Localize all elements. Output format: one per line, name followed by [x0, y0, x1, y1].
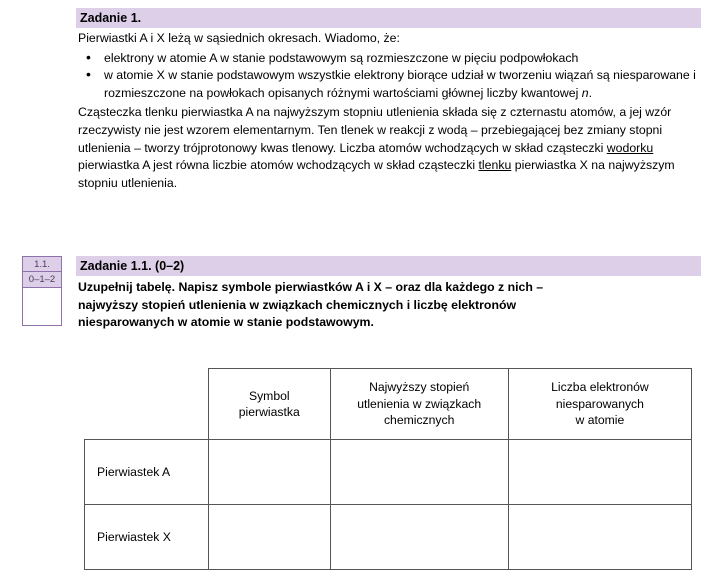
underlined-word-tlenku: tlenku — [478, 158, 512, 173]
marker-points-scale: 0–1–2 — [22, 272, 62, 288]
answer-cell-unpaired-x[interactable] — [508, 505, 691, 570]
row-label-element-x: Pierwiastek X — [85, 505, 209, 570]
answer-cell-unpaired-a[interactable] — [508, 440, 691, 505]
header-oxidation-line-2: utlenienia w związkach — [357, 396, 482, 411]
paragraph-part-1: Cząsteczka tlenku pierwiastka A na najwyższym stopniu utlenienia składa się z czternastu atomów, a jej wzór rzeczywisty nie jest wzorem elementarnym. Ten tlenek w reakcji z wodą – przebiegającej bez zmiany stopni utlenienia – tworzy trójprotonowy kwas tlenowy. Liczba atomów wchodzących w skład cząsteczki — [78, 105, 672, 155]
marker-score-field[interactable] — [22, 288, 62, 326]
header-oxidation-line-3: chemicznych — [383, 413, 455, 428]
table-row — [85, 440, 692, 505]
instruction-line-1: Uzupełnij tabelę. Napisz symbole pierwiastków A i X – oraz dla każdego z nich – — [78, 280, 544, 294]
task-1-1-instruction — [76, 276, 701, 332]
task-1-block — [76, 8, 701, 192]
list-item — [78, 67, 699, 102]
quantum-number-symbol: n — [581, 85, 589, 100]
task-1-1-block — [76, 256, 701, 332]
header-unpaired-line-3: w atomie — [575, 413, 625, 428]
table-header-oxidation — [330, 369, 508, 440]
paragraph-part-3: pierwiastka X na najwyższym stopniu utlenienia. — [78, 158, 675, 190]
instruction-line-3: niesparowanych w atomie w stanie podstawowym. — [78, 315, 374, 330]
marker-task-number: 1.1. — [22, 256, 62, 272]
header-unpaired-line-1: Liczba elektronów — [551, 380, 649, 395]
list-item: • elektrony w atomie A w stanie podstawowym są rozmieszczone w pięciu podpowłokach — [78, 50, 699, 68]
task-1-bullet-list — [78, 50, 699, 103]
task-1-1-header: Zadanie 1.1. (0–2) — [76, 256, 701, 276]
header-unpaired-line-2: niesparowanych — [555, 396, 644, 411]
task-1-paragraph — [78, 104, 699, 192]
header-symbol-line-2: pierwiastka — [238, 405, 300, 419]
task-1-intro: Pierwiastki A i X leżą w sąsiednich okresach. Wiadomo, że: — [78, 31, 400, 45]
instruction-line-2: najwyższy stopień utlenienia w związkach chemicznych i liczbę elektronów — [78, 297, 517, 312]
task-1-body — [76, 30, 701, 192]
paragraph-part-2: pierwiastka A jest równa liczbie atomów wchodzących w skład cząsteczki — [78, 158, 479, 173]
underlined-word-wodorku: wodorku — [606, 140, 654, 155]
table-header-symbol — [208, 369, 330, 440]
bullet-text-x: w atomie X w stanie podstawowym wszystkie elektrony biorące udział w tworzeniu wiązań są niesparowane i rozmieszczone na powłokach opisanych różnymi wartościami głównej liczby kwantowej n. — [104, 68, 696, 100]
task-marker-box — [22, 256, 62, 326]
answer-cell-symbol-x[interactable] — [208, 505, 330, 570]
header-symbol-line-1: Symbol — [248, 388, 290, 403]
answer-cell-oxidation-a[interactable] — [330, 440, 508, 505]
table-header-row — [85, 369, 692, 440]
answer-cell-oxidation-x[interactable] — [330, 505, 508, 570]
row-label-element-a: Pierwiastek A — [85, 440, 209, 505]
header-oxidation-line-1: Najwyższy stopień — [369, 380, 470, 395]
answer-table — [84, 368, 692, 570]
table-corner-cell — [85, 369, 209, 440]
answer-cell-symbol-a[interactable] — [208, 440, 330, 505]
table-header-unpaired — [508, 369, 691, 440]
table-row — [85, 505, 692, 570]
task-1-header: Zadanie 1. — [76, 8, 701, 28]
